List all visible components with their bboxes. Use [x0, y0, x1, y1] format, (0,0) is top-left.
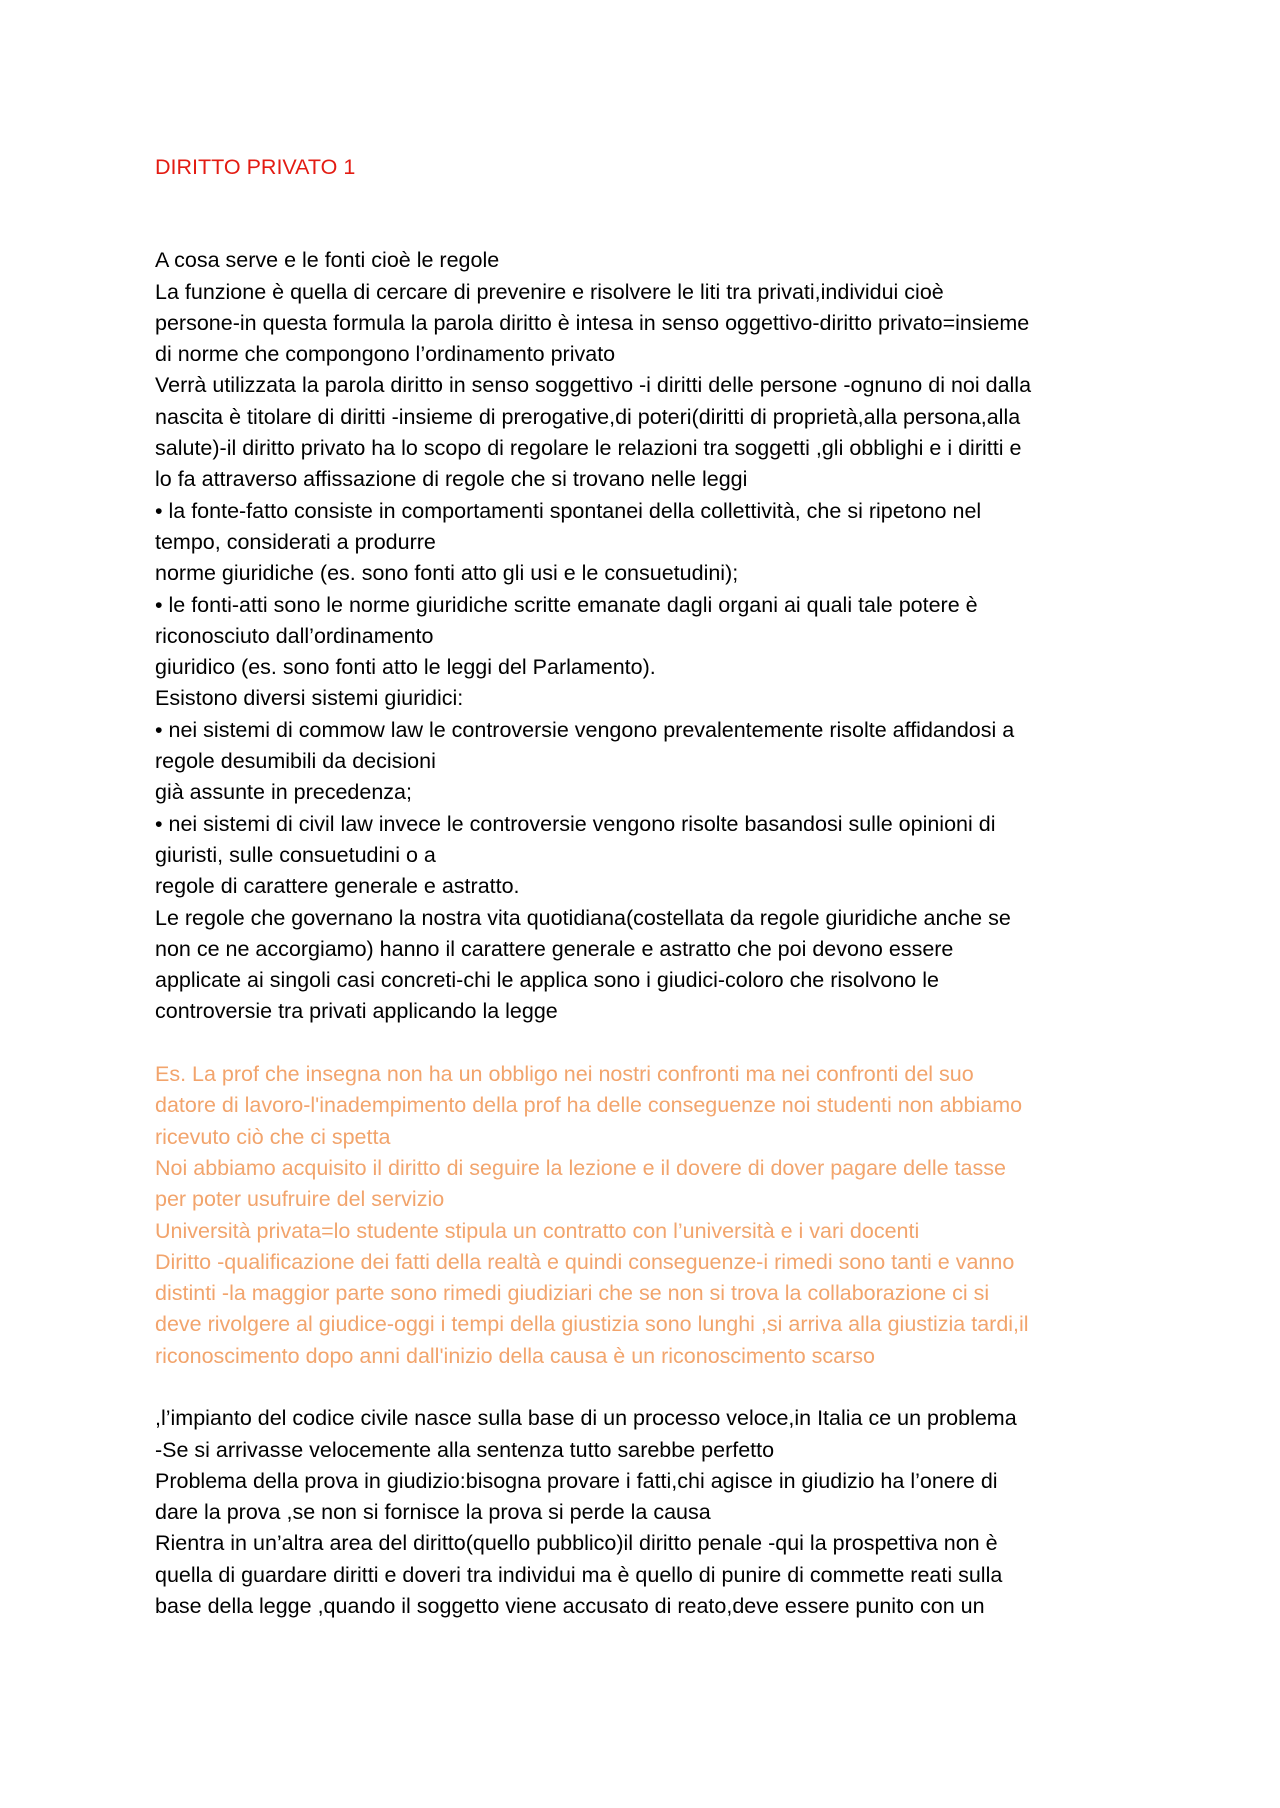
- text-line: norme giuridiche (es. sono fonti atto gli usi e le consuetudini);: [155, 561, 739, 586]
- text-line: datore di lavoro-l'inadempimento della prof ha delle conseguenze noi studenti non abbiamo: [155, 1093, 1023, 1118]
- text-line: riconoscimento dopo anni dall'inizio della causa è un riconoscimento scarso: [155, 1343, 875, 1368]
- section-highlighted-example: [155, 1059, 1155, 1372]
- text-line: base della legge ,quando il soggetto viene accusato di reato,deve essere punito con un: [155, 1594, 985, 1619]
- text-line: nascita è titolare di diritti -insieme di prerogative,di poteri(diritti di proprietà,alla persona,alla: [155, 404, 1021, 429]
- text-line: salute)-il diritto privato ha lo scopo di regolare le relazioni tra soggetti ,gli obblighi e i diritti e: [155, 436, 1022, 461]
- text-line: riconosciuto dall’ordinamento: [155, 623, 434, 648]
- text-line: Università privata=lo studente stipula un contratto con l’università e i vari docenti: [155, 1218, 920, 1243]
- text-line: • nei sistemi di commow law le controversie vengono prevalentemente risolte affidandosi a: [155, 717, 1015, 742]
- text-line: Es. La prof che insegna non ha un obbligo nei nostri confronti ma nei confronti del suo: [155, 1062, 974, 1087]
- text-line: tempo, considerati a produrre: [155, 529, 436, 554]
- document-page: [155, 152, 1155, 1622]
- document-title: DIRITTO PRIVATO 1: [155, 155, 356, 179]
- section-continued-text: [155, 1403, 1155, 1622]
- text-line: regole di carattere generale e astratto.: [155, 874, 520, 899]
- text-line: ricevuto ciò che ci spetta: [155, 1124, 391, 1149]
- text-line: non ce ne accorgiamo) hanno il carattere generale e astratto che poi devono essere: [155, 936, 954, 961]
- text-line: Rientra in un’altra area del diritto(quello pubblico)il diritto penale -qui la prospettiva non è: [155, 1531, 998, 1556]
- paragraph-gap: [155, 1372, 1155, 1403]
- paragraph-gap: [155, 1028, 1155, 1059]
- text-line: • nei sistemi di civil law invece le controversie vengono risolte basandosi sulle opinioni di: [155, 811, 996, 836]
- text-line: regole desumibili da decisioni: [155, 749, 436, 774]
- text-line: già assunte in precedenza;: [155, 780, 412, 805]
- text-line: • la fonte-fatto consiste in comportamenti spontanei della collettività, che si ripetono nel: [155, 498, 982, 523]
- section-general-text: [155, 245, 1155, 1027]
- text-line: Noi abbiamo acquisito il diritto di seguire la lezione e il dovere di dover pagare delle tasse: [155, 1155, 1006, 1180]
- text-line: distinti -la maggior parte sono rimedi giudiziari che se non si trova la collaborazione ci si: [155, 1281, 990, 1306]
- text-line: quella di guardare diritti e doveri tra individui ma è quello di punire di commette reati sulla: [155, 1562, 1003, 1587]
- text-line: controversie tra privati applicando la legge: [155, 999, 558, 1024]
- text-line: giuristi, sulle consuetudini o a: [155, 842, 436, 867]
- text-line: La funzione è quella di cercare di prevenire e risolvere le liti tra privati,individui cioè: [155, 279, 944, 304]
- text-line: • le fonti-atti sono le norme giuridiche scritte emanate dagli organi ai quali tale potere è: [155, 592, 978, 617]
- text-line: Diritto -qualificazione dei fatti della realtà e quindi conseguenze-i rimedi sono tanti e vanno: [155, 1249, 1015, 1274]
- text-line: Problema della prova in giudizio:bisogna provare i fatti,chi agisce in giudizio ha l’onere di: [155, 1468, 998, 1493]
- text-line: giuridico (es. sono fonti atto le leggi del Parlamento).: [155, 655, 656, 680]
- text-line: dare la prova ,se non si fornisce la prova si perde la causa: [155, 1500, 711, 1525]
- text-line: -Se si arrivasse velocemente alla sentenza tutto sarebbe perfetto: [155, 1437, 775, 1462]
- text-line: applicate ai singoli casi concreti-chi le applica sono i giudici-coloro che risolvono le: [155, 968, 939, 993]
- text-line: deve rivolgere al giudice-oggi i tempi della giustizia sono lunghi ,si arriva alla giustizia tardi,il: [155, 1312, 1029, 1337]
- text-line: lo fa attraverso affissazione di regole che si trovano nelle leggi: [155, 467, 748, 492]
- text-line: Esistono diversi sistemi giuridici:: [155, 686, 464, 711]
- text-line: persone-in questa formula la parola diritto è intesa in senso oggettivo-diritto privato=insieme: [155, 310, 1030, 335]
- text-line: Verrà utilizzata la parola diritto in senso soggettivo -i diritti delle persone -ognuno di noi dalla: [155, 373, 1032, 398]
- text-line: A cosa serve e le fonti cioè le regole: [155, 248, 500, 273]
- text-line: di norme che compongono l’ordinamento privato: [155, 342, 616, 367]
- text-line: per poter usufruire del servizio: [155, 1187, 445, 1212]
- text-line: ,l’impianto del codice civile nasce sulla base di un processo veloce,in Italia ce un problema: [155, 1406, 1017, 1431]
- text-line: Le regole che governano la nostra vita quotidiana(costellata da regole giuridiche anche se: [155, 905, 1011, 930]
